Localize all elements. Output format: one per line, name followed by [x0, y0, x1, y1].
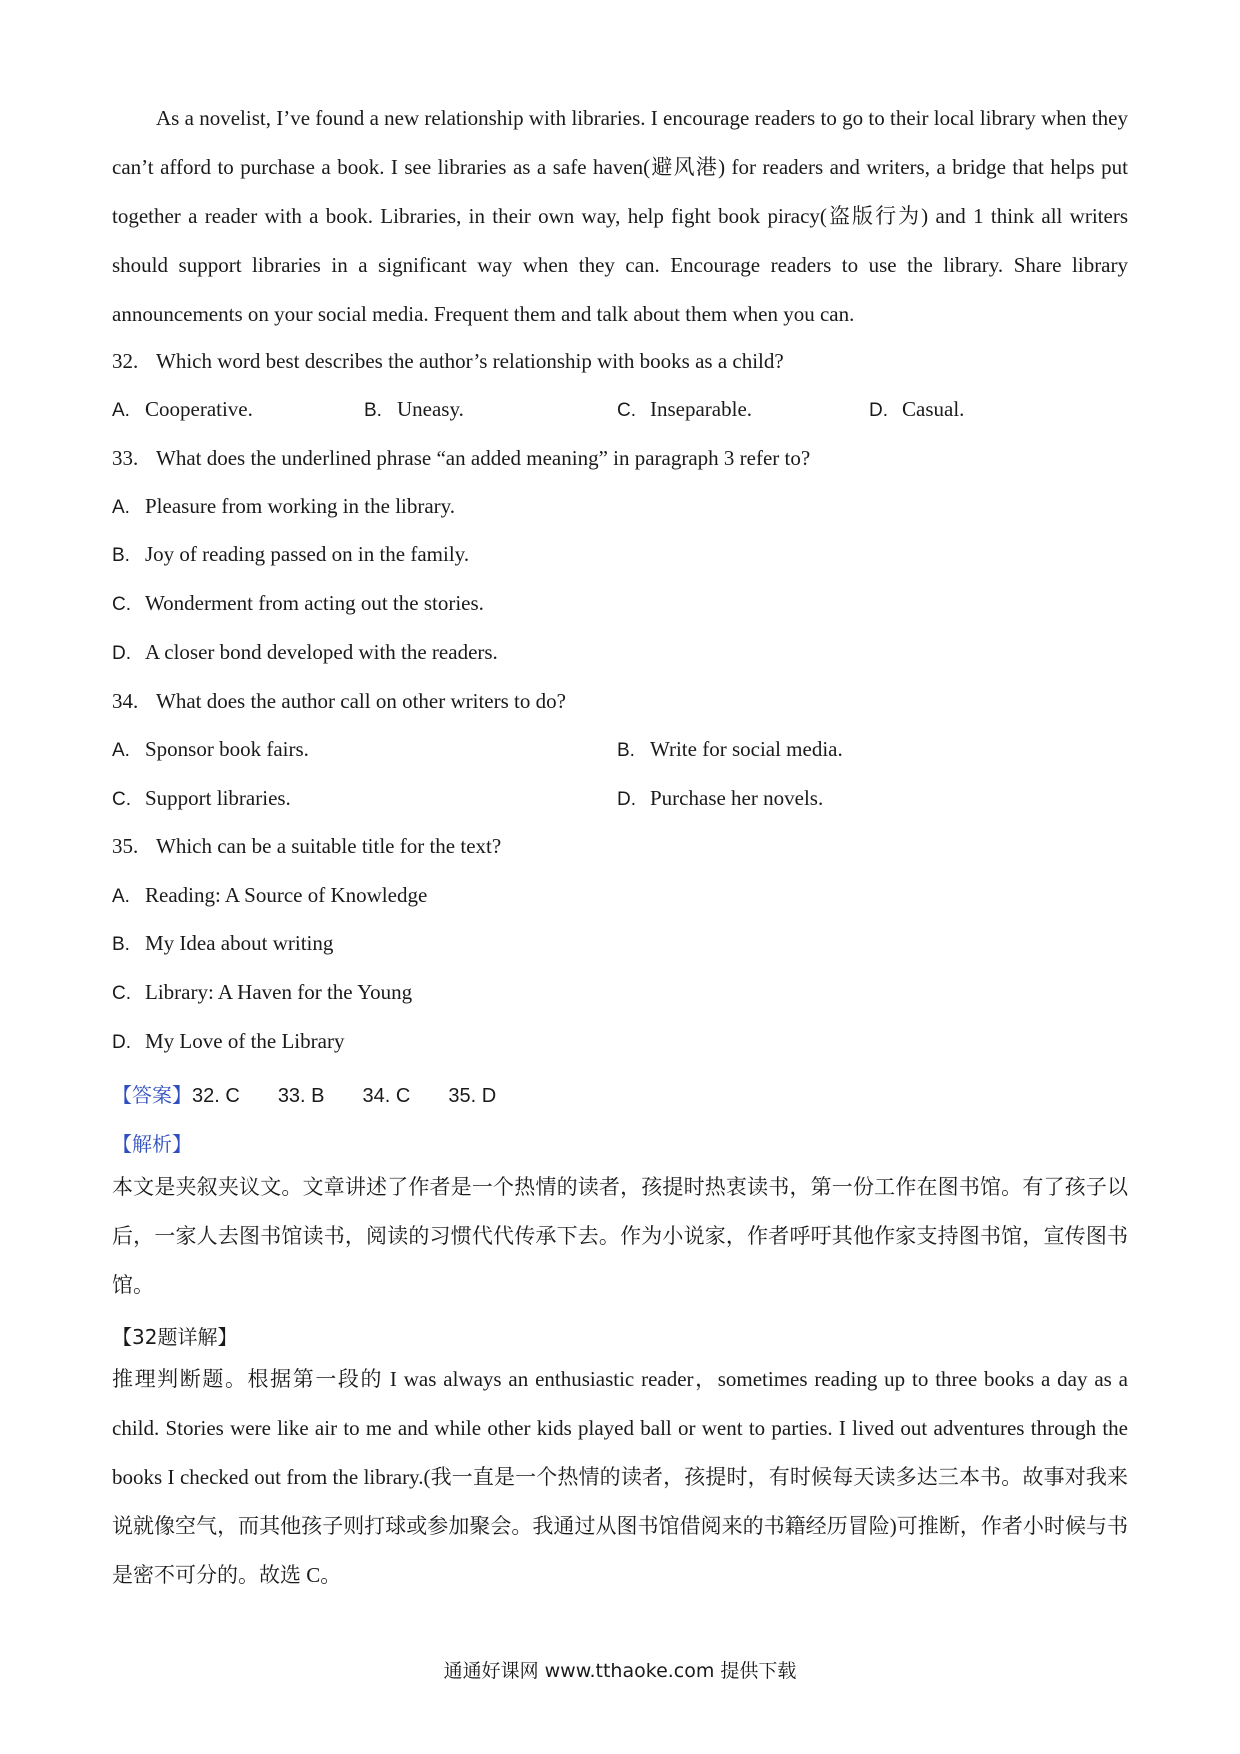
- option-text: Uneasy.: [397, 397, 464, 421]
- answer-label: 【答案】: [112, 1083, 192, 1107]
- question-33: [112, 443, 810, 473]
- option-text: Wonderment from acting out the stories.: [145, 591, 484, 615]
- option-text: A closer bond developed with the readers.: [145, 640, 498, 664]
- question-35: [112, 831, 501, 861]
- option-text: Joy of reading passed on in the family.: [145, 542, 470, 566]
- option-text: Pleasure from working in the library.: [145, 494, 456, 518]
- option-34-a: [112, 734, 309, 766]
- question-32: [112, 346, 784, 376]
- page-footer: 通通好课网 www.tthaoke.com 提供下载: [443, 1660, 797, 1682]
- option-35-d: [112, 1026, 344, 1058]
- option-letter: A.: [112, 740, 130, 761]
- option-text: Cooperative.: [145, 397, 253, 421]
- option-letter: D.: [617, 789, 636, 810]
- option-letter: D.: [869, 400, 888, 421]
- option-letter: B.: [112, 545, 130, 566]
- analysis-label: 【解析】: [112, 1132, 192, 1156]
- option-letter: B.: [617, 740, 635, 761]
- option-33-d: [112, 637, 498, 669]
- answer-item: 34. C: [362, 1085, 411, 1107]
- option-letter: A.: [112, 497, 130, 518]
- option-letter: B.: [364, 400, 382, 421]
- detail-32-text: 推理判断题。根据第一段的 I was always an enthusiastic reader，sometimes reading up to three books a day as a child. Stories were like air to me and while other kids played ball or went to parties. I lived out adventures through the books I checked out from the library.(我一直是一个热情的读者，孩提时，有时候每天读多达三本书。故事对我来说就像空气，而其他孩子则打球或参加聚会。我通过从图书馆借阅来的书籍经历冒险)可推断，作者小时候与书是密不可分的。故选 C。: [112, 1367, 1128, 1587]
- answer-item: 33. B: [277, 1085, 325, 1107]
- option-text: My Love of the Library: [145, 1029, 345, 1053]
- question-number: 35.: [112, 834, 139, 858]
- option-text: Library: A Haven for the Young: [145, 980, 413, 1004]
- answer-item: 32. C: [192, 1085, 240, 1107]
- option-35-c: [112, 977, 412, 1009]
- option-letter: A.: [112, 400, 130, 421]
- option-32-d: [869, 394, 964, 426]
- question-text: What does the author call on other writers to do?: [156, 689, 566, 713]
- option-33-a: [112, 491, 455, 523]
- option-34-d: [617, 783, 823, 815]
- question-34: [112, 686, 566, 716]
- option-text: Reading: A Source of Knowledge: [145, 883, 428, 907]
- option-text: Inseparable.: [650, 397, 753, 421]
- option-letter: C.: [112, 789, 131, 810]
- option-letter: C.: [617, 400, 636, 421]
- option-text: Sponsor book fairs.: [145, 737, 309, 761]
- question-text: What does the underlined phrase “an added meaning” in paragraph 3 refer to?: [156, 446, 811, 470]
- option-text: Support libraries.: [145, 786, 291, 810]
- passage-paragraph: As a novelist, I’ve found a new relationship with libraries. I encourage readers to go to their local library when they can’t afford to purchase a book. I see libraries as a safe haven(避风港) for readers and writers, a bridge that helps put together a reader with a book. Libraries, in their own way, help fight book piracy(盗版行为) and 1 think all writers should support libraries in a significant way when they can. Encourage readers to use the library. Share library announcements on your social media. Frequent them and talk about them when you can.: [112, 106, 1128, 326]
- detail-32-label: 【32题详解】: [112, 1325, 238, 1349]
- option-33-c: [112, 588, 484, 620]
- option-34-c: [112, 783, 291, 815]
- option-letter: A.: [112, 886, 130, 907]
- option-32-a: [112, 394, 253, 426]
- option-text: My Idea about writing: [145, 931, 334, 955]
- answer-item: 35. D: [448, 1085, 497, 1107]
- option-text: Write for social media.: [650, 737, 843, 761]
- option-letter: D.: [112, 643, 131, 664]
- question-number: 34.: [112, 689, 139, 713]
- answer-line: [112, 1080, 534, 1111]
- question-number: 32.: [112, 349, 139, 373]
- option-text: Purchase her novels.: [650, 786, 824, 810]
- option-letter: C.: [112, 594, 131, 615]
- question-text: Which word best describes the author’s relationship with books as a child?: [156, 349, 784, 373]
- option-35-a: [112, 880, 427, 912]
- question-text: Which can be a suitable title for the text?: [156, 834, 502, 858]
- question-number: 33.: [112, 446, 139, 470]
- option-letter: C.: [112, 983, 131, 1004]
- option-32-b: [364, 394, 464, 426]
- analysis-text: 本文是夹叙夹议文。文章讲述了作者是一个热情的读者，孩提时热衷读书，第一份工作在图书馆。有了孩子以后，一家人去图书馆读书，阅读的习惯代代传承下去。作为小说家，作者呼吁其他作家支持图书馆，宣传图书馆。: [112, 1175, 1128, 1297]
- option-letter: B.: [112, 934, 130, 955]
- option-35-b: [112, 928, 333, 960]
- option-letter: D.: [112, 1032, 131, 1053]
- option-text: Casual.: [902, 397, 965, 421]
- option-32-c: [617, 394, 752, 426]
- option-33-b: [112, 539, 469, 571]
- option-34-b: [617, 734, 843, 766]
